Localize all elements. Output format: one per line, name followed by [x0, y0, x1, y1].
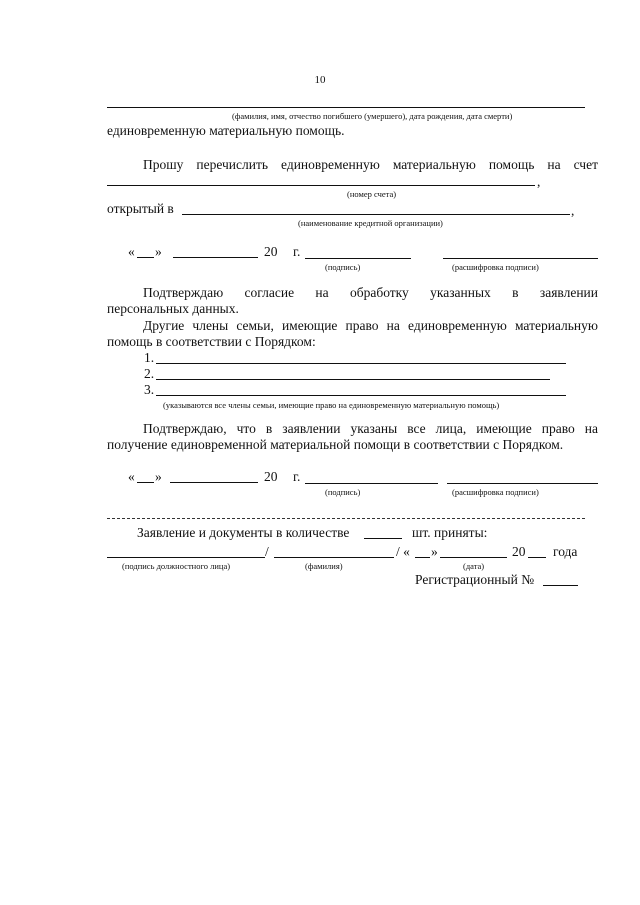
- acceptance-year-line[interactable]: [528, 557, 546, 558]
- acceptance-year-word: года: [553, 544, 578, 559]
- signature-line-2[interactable]: [305, 483, 438, 484]
- opened-in-label: открытый в: [107, 201, 174, 216]
- official-signature-caption: (подпись должностного лица): [122, 561, 231, 571]
- year-suffix-1: г.: [293, 244, 301, 259]
- signature-decoding-line-2[interactable]: [447, 483, 598, 484]
- date-open-quote-1: «: [128, 244, 135, 259]
- acceptance-day-line[interactable]: [415, 557, 430, 558]
- transfer-request-text: Прошу перечислить единовременную материальную помощь на счет: [143, 157, 598, 172]
- date-open-quote-2: «: [128, 469, 135, 484]
- account-comma: ,: [537, 174, 541, 189]
- year-suffix-2: г.: [293, 469, 301, 484]
- acceptance-date-caption: (дата): [463, 561, 485, 571]
- slash-date-open: / «: [396, 544, 410, 559]
- acceptance-text-before: Заявление и документы в количестве: [137, 525, 350, 540]
- section-separator: [107, 518, 585, 519]
- day-line-2[interactable]: [137, 482, 154, 483]
- month-line-1[interactable]: [173, 257, 258, 258]
- official-signature-line[interactable]: [107, 557, 265, 558]
- deceased-info-caption: (фамилия, имя, отчество погибшего (умершего), дата рождения, дата смерти): [232, 111, 513, 121]
- day-line-1[interactable]: [137, 257, 154, 258]
- family-item-1-line[interactable]: [156, 363, 566, 364]
- date-close-quote-2: »: [155, 469, 162, 484]
- signature-decoding-line-1[interactable]: [443, 258, 598, 259]
- signature-decoding-caption-1: (расшифровка подписи): [452, 262, 539, 272]
- family-caption: (указываются все члены семьи, имеющие право на единовременную материальную помощь): [163, 400, 500, 410]
- official-surname-line[interactable]: [274, 557, 394, 558]
- registration-label: Регистрационный №: [415, 572, 535, 587]
- registration-number-line[interactable]: [543, 585, 578, 586]
- date-close-quote-1: »: [155, 244, 162, 259]
- confirm-text-line2: получение единовременной материальной помощи в соответствии с Порядком.: [107, 437, 564, 452]
- official-surname-caption: (фамилия): [305, 561, 343, 571]
- slash-1: /: [265, 544, 269, 559]
- bank-name-line[interactable]: [182, 214, 570, 215]
- page-number: 10: [314, 74, 326, 86]
- confirm-text-line1: Подтверждаю, что в заявлении указаны все лица, имеющие право на: [143, 421, 598, 436]
- bank-name-caption: (наименование кредитной организации): [298, 218, 443, 228]
- document-count-line[interactable]: [364, 538, 402, 539]
- year-prefix-2: 20: [264, 469, 278, 484]
- acceptance-year-prefix: 20: [512, 544, 526, 559]
- signature-caption-1: (подпись): [325, 262, 361, 272]
- consent-text-line1: Подтверждаю согласие на обработку указанных в заявлении: [143, 285, 598, 300]
- signature-decoding-caption-2: (расшифровка подписи): [452, 487, 539, 497]
- consent-text-line2: персональных данных.: [107, 301, 239, 316]
- deceased-info-line[interactable]: [107, 107, 585, 108]
- signature-caption-2: (подпись): [325, 487, 361, 497]
- account-number-caption: (номер счета): [347, 189, 397, 199]
- family-item-3-number: 3.: [144, 382, 155, 397]
- acceptance-date-close: »: [431, 544, 438, 559]
- acceptance-text-after: шт. приняты:: [412, 525, 488, 540]
- family-item-2-line[interactable]: [156, 379, 550, 380]
- month-line-2[interactable]: [170, 482, 258, 483]
- family-item-1-number: 1.: [144, 350, 155, 365]
- family-text-line1: Другие члены семьи, имеющие право на единовременную материальную: [143, 318, 598, 333]
- acceptance-month-line[interactable]: [440, 557, 507, 558]
- family-item-3-line[interactable]: [156, 395, 566, 396]
- account-number-line[interactable]: [107, 185, 535, 186]
- deceased-text: единовременную материальную помощь.: [107, 123, 345, 138]
- bank-comma: ,: [571, 203, 575, 218]
- family-item-2-number: 2.: [144, 366, 155, 381]
- family-text-line2: помощь в соответствии с Порядком:: [107, 334, 316, 349]
- year-prefix-1: 20: [264, 244, 278, 259]
- signature-line-1[interactable]: [305, 258, 411, 259]
